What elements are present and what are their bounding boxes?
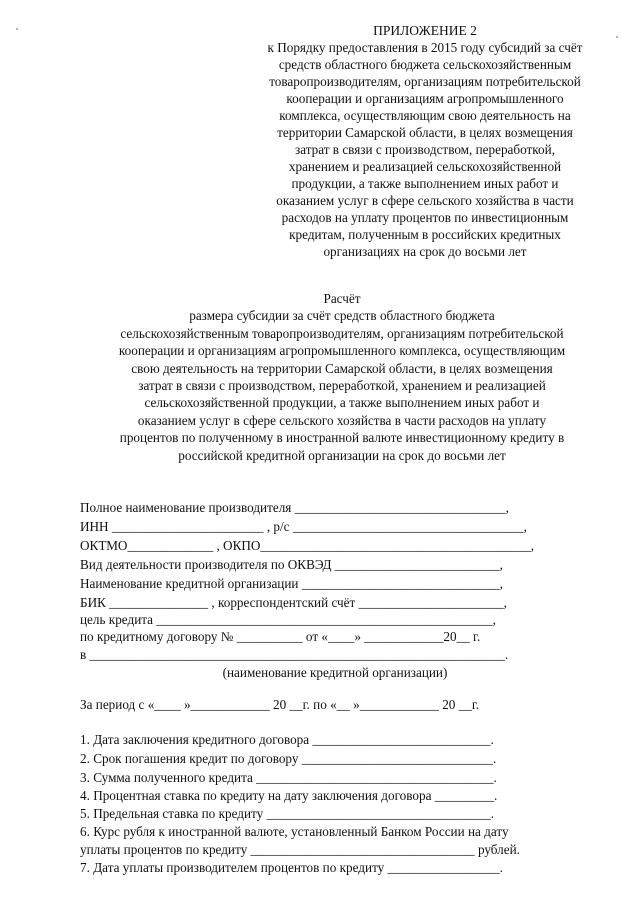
calculation-line: размера субсидии за счёт средств областного бюджета	[189, 308, 495, 324]
appendix-line: товаропроизводителям, организациям потребительской	[269, 74, 581, 89]
oktmo-field[interactable]: ОКТМО_____________ , ОКПО_________________________________________,	[80, 538, 535, 553]
credit-org-note: (наименование кредитной организации)	[222, 665, 448, 680]
calculation-line: сельскохозяйственной продукции, а также выполнением иных работ и	[144, 395, 540, 411]
okved-field[interactable]: Вид деятельности производителя по ОКВЭД _________________________,	[80, 557, 503, 572]
inn-field[interactable]: ИНН _______________________ , р/с ___________________________________,	[80, 519, 527, 534]
calculation-title: Расчёт	[323, 291, 361, 306]
period-field[interactable]: За период с «____ »____________ 20 __г. по «__ »____________ 20 __г.	[80, 697, 480, 712]
item-interest-payment-date[interactable]: 7. Дата уплаты производителем процентов по кредиту _________________.	[80, 860, 503, 875]
item-max-rate[interactable]: 5. Предельная ставка по кредиту __________________________________.	[80, 806, 494, 821]
scan-speck	[616, 36, 618, 38]
appendix-line: кооперации и организациям агропромышленного	[286, 91, 564, 106]
appendix-line: оказанием услуг в сфере сельского хозяйства в части	[276, 193, 574, 208]
appendix-line: организациях на срок до восьми лет	[323, 244, 527, 259]
calculation-line: затрат в связи с производством, переработкой, хранением и реализацией	[138, 378, 546, 394]
calculation-line: кооперации и организациям агропромышленного комплекса, осуществляющим	[118, 343, 566, 359]
appendix-line: территории Самарской области, в целях возмещения	[277, 125, 573, 140]
appendix-line: кредитам, полученным в российских кредитных	[289, 227, 561, 242]
appendix-title: ПРИЛОЖЕНИЕ 2	[373, 23, 477, 38]
calculation-line: российской кредитной организации на срок до восьми лет	[178, 447, 506, 463]
appendix-line: продукции, а также выполнением иных работ и	[291, 176, 559, 191]
item-interest-rate[interactable]: 4. Процентная ставка по кредиту на дату заключения договора _________.	[80, 788, 498, 803]
calculation-heading	[72, 290, 612, 464]
appendix-line: затрат в связи с производством, переработкой,	[294, 142, 555, 157]
appendix-line: хранением и реализацией сельскохозяйственной	[288, 159, 562, 174]
bik-field[interactable]: БИК _______________ , корреспондентский счёт ______________________,	[80, 595, 507, 610]
item-contract-date[interactable]: 1. Дата заключения кредитного договора ___________________________.	[80, 732, 494, 747]
item-repayment-term[interactable]: 2. Срок погашения кредит по договору _____________________________.	[80, 751, 497, 766]
calculation-line: процентов по полученному в иностранной валюте инвестиционному кредиту в	[119, 430, 565, 446]
item-credit-amount[interactable]: 3. Сумма полученного кредита ____________________________________.	[80, 770, 497, 785]
item-exchange-rate-value[interactable]: уплаты процентов по кредиту __________________________________ рублей.	[80, 842, 520, 857]
item-exchange-rate: 6. Курс рубля к иностранной валюте, установленный Банком России на дату	[80, 824, 509, 839]
appendix-header	[246, 22, 604, 260]
bank-name-field[interactable]: Наименование кредитной организации ______________________________,	[80, 576, 503, 591]
credit-org-field[interactable]: в _______________________________________________________________.	[80, 647, 509, 662]
appendix-line: средств областного бюджета сельскохозяйственным	[278, 57, 572, 72]
contract-field[interactable]: по кредитному договору № __________ от «____» ____________20__ г.	[80, 629, 481, 644]
appendix-line: расходов на уплату процентов по инвестиционным	[281, 210, 569, 225]
calculation-line: сельскохозяйственным товаропроизводителям, организациям потребительской	[120, 325, 564, 341]
calculation-line: свою деятельность на территории Самарской области, в целях возмещения	[131, 360, 553, 376]
appendix-line: к Порядку предоставления в 2015 году субсидий за счёт	[267, 40, 583, 55]
purpose-field[interactable]: цель кредита ___________________________________________________,	[80, 612, 496, 627]
scan-speck	[16, 28, 18, 30]
full-name-field[interactable]: Полное наименование производителя ________________________________,	[80, 500, 509, 515]
calculation-line: оказанием услуг в сфере сельского хозяйства в части расходов на уплату	[137, 412, 547, 428]
appendix-line: комплекса, осуществляющим свою деятельность на	[279, 108, 571, 123]
